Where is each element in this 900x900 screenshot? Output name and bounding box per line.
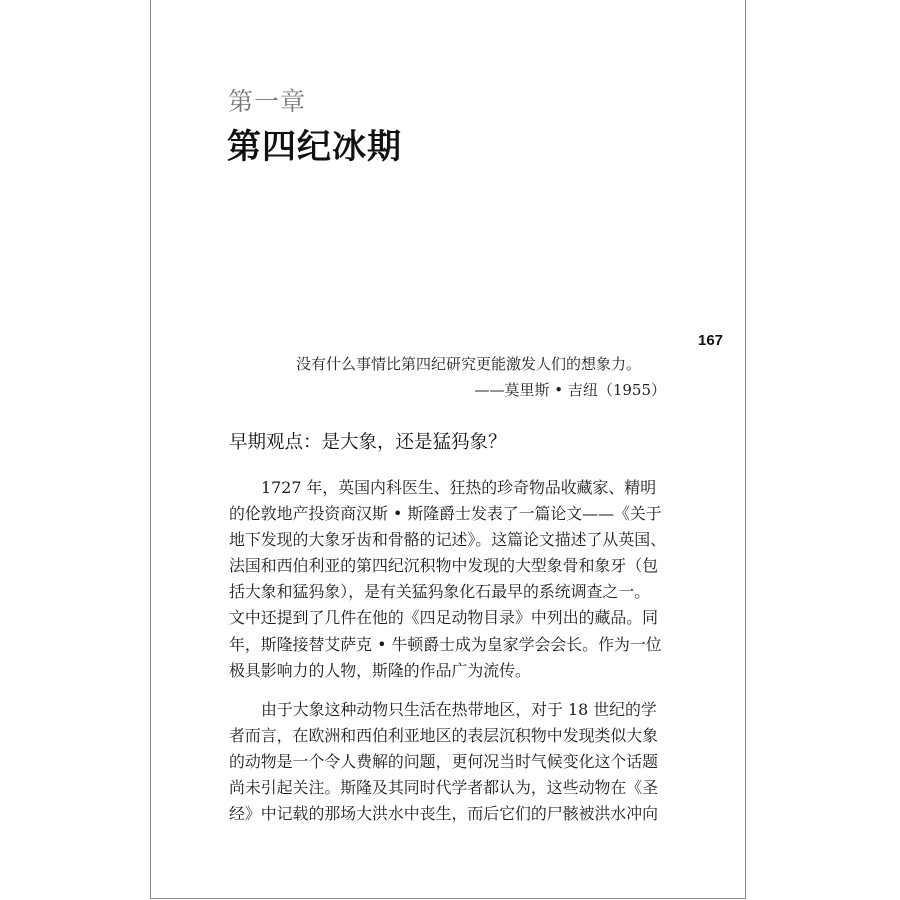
paragraph-line: 经》中记载的那场大洪水中丧生，而后它们的尸骸被洪水冲向 [229, 804, 659, 824]
paragraph [229, 697, 673, 827]
epigraph-quote: 没有什么事情比第四纪研究更能激发人们的想象力。 [296, 355, 642, 373]
paragraph-line: 的动物是一个令人费解的问题，更何况当时气候变化这个话题 [229, 751, 659, 771]
paragraph-line: 法国和西伯利亚的第四纪沉积物中发现的大型象骨和象牙（包 [229, 556, 659, 576]
paragraph [229, 475, 673, 684]
paragraph-line: 极具影响力的人物，斯隆的作品广为流传。 [229, 660, 531, 680]
section-heading: 早期观点：是大象，还是猛犸象？ [229, 432, 507, 453]
epigraph-attribution: ——莫里斯 • 吉纽（1955） [474, 381, 666, 399]
paragraph-line: 由于大象这种动物只生活在热带地区，对于 18 世纪的学 [261, 699, 657, 719]
paragraph-line: 者而言，在欧洲和西伯利亚地区的表层沉积物中发现类似大象 [229, 725, 659, 745]
chapter-label: 第一章 [228, 87, 307, 116]
paragraph-line: 尚未引起关注。斯隆及其同时代学者都认为，这些动物在《圣 [229, 778, 659, 798]
chapter-title: 第四纪冰期 [227, 127, 402, 167]
paragraph-line: 年，斯隆接替艾萨克 • 牛顿爵士成为皇家学会会长。作为一位 [229, 634, 662, 654]
paragraph-line: 1727 年，英国内科医生、狂热的珍奇物品收藏家、精明 [261, 478, 657, 497]
paragraph-line: 括大象和猛犸象），是有关猛犸象化石最早的系统调查之一。 [229, 582, 651, 602]
page-number: 167 [698, 332, 724, 349]
paragraph-line: 地下发现的大象牙齿和骨骼的记述》。这篇论文描述了从英国、 [229, 530, 666, 550]
paragraph-line: 的伦敦地产投资商汉斯 • 斯隆爵士发表了一篇论文——《关于 [229, 504, 662, 524]
body-text [229, 475, 673, 840]
paragraph-line: 文中还提到了几件在他的《四足动物目录》中列出的藏品。同 [229, 608, 659, 628]
epigraph [296, 351, 668, 403]
